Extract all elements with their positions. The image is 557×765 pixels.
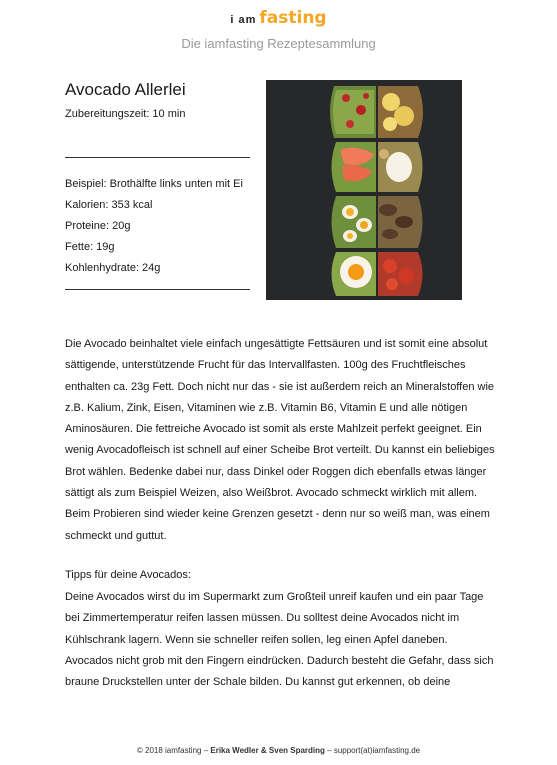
recipe-photo — [266, 80, 462, 300]
avocado-toast-illustration — [266, 80, 462, 300]
tips-paragraph: Deine Avocados wirst du im Supermarkt zum Großteil unreif kaufen und ein paar Tage bei Zimmertemperatur reifen lassen müssen. Du solltest deine Avocados nicht im Kühlschrank lagern. Wenn sie schneller reifen sollen, leg einen Apfel daneben. Avocados nicht grob mit den Fingern eindrücken. Dadurch besteht die Gefahr, dass sich braune Druckstellen unter der Schale bilden. Du kannst gut erkennen, ob deine — [65, 591, 494, 689]
nutrition-protein: Proteine: 20g — [65, 220, 131, 232]
logo-small-text: i am — [230, 14, 257, 26]
nutrition-example: Beispiel: Brothälfte links unten mit Ei — [65, 178, 243, 190]
divider-bottom — [65, 289, 250, 290]
logo-big-text: fasting — [259, 8, 327, 28]
collection-subtitle: Die iamfasting Rezeptesammlung — [181, 36, 376, 51]
prep-time: Zubereitungszeit: 10 min — [65, 108, 186, 120]
footer-authors: Erika Wedler & Sven Sparding — [210, 746, 325, 755]
divider-top — [65, 157, 250, 158]
footer-prefix: © 2018 iamfasting – — [136, 746, 211, 755]
recipe-title: Avocado Allerlei — [65, 80, 186, 99]
tips-heading: Tipps für deine Avocados: — [65, 569, 191, 581]
nutrition-calories: Kalorien: 353 kcal — [65, 199, 153, 211]
nutrition-fat: Fette: 19g — [65, 241, 115, 253]
recipe-description — [65, 334, 497, 547]
nutrition-carbs: Kohlenhydrate: 24g — [65, 262, 161, 274]
description-paragraph: Die Avocado beinhaltet viele einfach ungesättigte Fettsäuren und ist somit eine absolut sättigende, unterstützende Frucht für das Intervallfasten. 100g des Fruchtfleisches enthalten ca. 23g Fett. Doch nicht nur das - sie ist außerdem reich an Mineralstoffen wie z.B. Kalium, Zink, Eisen, Vitaminen wie z.B. Vitamin B6, Vitamin E und alle nötigen Aminosäuren. Die fettreiche Avocado ist somit als erste Mahlzeit perfekt geeignet. Ein wenig Avocadofleisch ist schnell auf einer Scheibe Brot verteilt. Du kannst ein beliebiges Brot wählen. Bedenke dabei nur, dass Dinkel oder Roggen dich ebenfalls etwas länger sättigt als zum Beispiel Weizen, also Weißbrot. Avocado schmeckt wirklich mit allem. Beim Probieren sind wieder keine Grenzen gesetzt - denn nur so weiß man, was einem schmeckt und guttut. — [65, 338, 495, 542]
brand-logo — [0, 8, 557, 28]
page-footer — [0, 746, 557, 755]
footer-suffix: – support(at)iamfasting.de — [324, 746, 421, 755]
